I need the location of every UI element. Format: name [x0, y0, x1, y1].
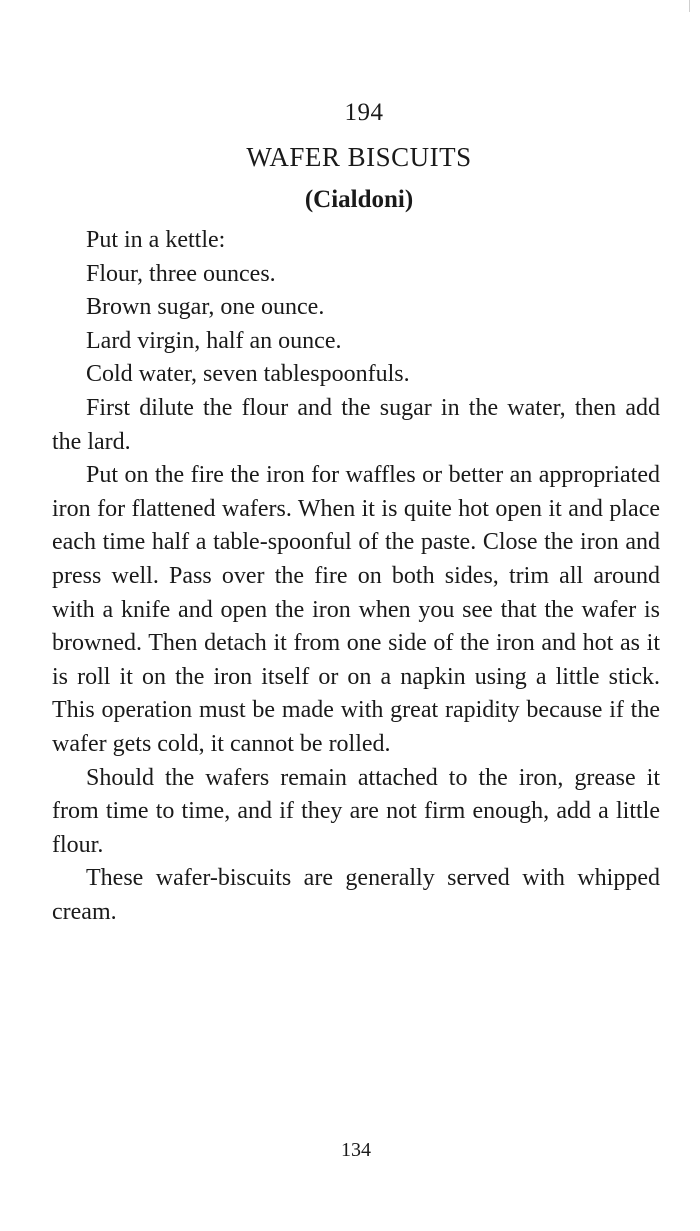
recipe-subtitle: (Cialdoni) [304, 186, 414, 213]
instruction-paragraph: Put on the fire the iron for waffles or better an appropriated iron for flattened wafers. When it is quite hot open it and place each time half a table-spoonful of the paste. Close the iron and press well. Pass over the fire on both sides, trim all around with a knife and open the iron when you see that the wafer is browned. Then detach it from one side of the iron and hot as it is roll it on the iron itself or on a napkin using a little stick. This operation must be made with great rapidity because if the wafer gets cold, it cannot be rolled. [52, 462, 660, 757]
instruction-paragraph: Should the wafers remain attached to the iron, grease it from time to time, and if they are not firm enough, add a little flour. [52, 764, 660, 858]
instruction-paragraph: These wafer-biscuits are generally served with whipped cream. [52, 865, 660, 925]
ingredient-item: Lard virgin, half an ounce. [86, 327, 342, 354]
book-page [52, 0, 660, 1231]
page-number: 134 [341, 1139, 371, 1161]
recipe-title: WAFER BISCUITS [246, 142, 472, 172]
ingredients-intro: Put in a kettle: [86, 227, 226, 253]
scan-mark [689, 0, 690, 12]
recipe-body [52, 224, 660, 929]
ingredient-item: Brown sugar, one ounce. [86, 294, 325, 321]
instruction-paragraph: First dilute the flour and the sugar in the water, then add the lard. [52, 394, 660, 455]
ingredient-item: Cold water, seven tablespoonfuls. [86, 361, 410, 388]
ingredient-item: Flour, three ounces. [86, 260, 276, 287]
recipe-number: 194 [344, 99, 384, 126]
